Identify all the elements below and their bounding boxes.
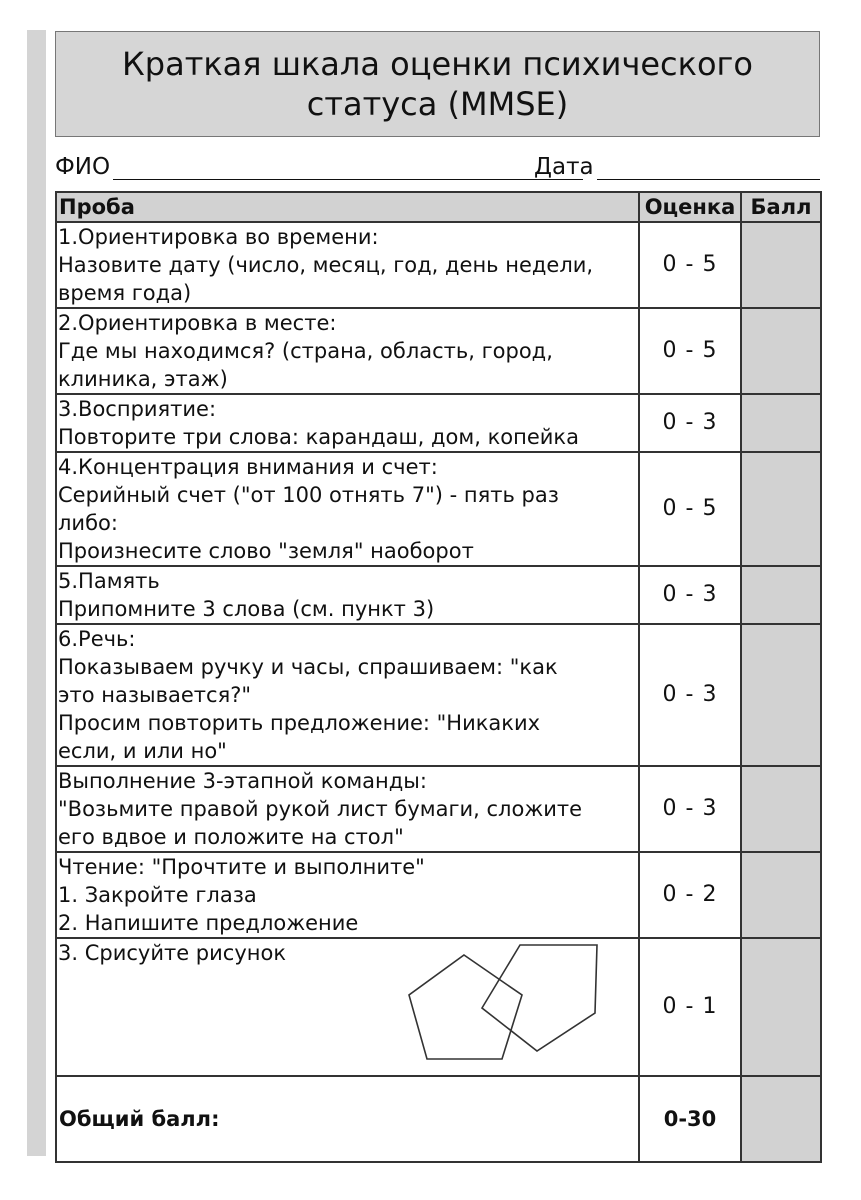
table-row — [56, 452, 821, 566]
table-row — [56, 624, 821, 766]
task-line: Чтение: "Прочтите и выполните" — [58, 855, 425, 879]
task-cell — [56, 624, 639, 766]
total-range: 0-30 — [639, 1076, 741, 1162]
task-cell — [56, 222, 639, 308]
task-line: 1.Ориентировка во времени: — [58, 225, 379, 249]
title-line-2: статуса (MMSE) — [306, 85, 569, 123]
task-line: Повторите три слова: карандаш, дом, копейка — [58, 425, 579, 449]
task-line: его вдвое и положите на стол" — [58, 825, 404, 849]
range-cell: 0 - 5 — [639, 452, 741, 566]
task-cell — [56, 452, 639, 566]
task-line: 6.Речь: — [58, 627, 136, 651]
task-line: "Возьмите правой рукой лист бумаги, сложите — [58, 797, 583, 821]
task-cell — [56, 852, 639, 938]
mmse-table — [55, 191, 822, 1163]
task-line: Просим повторить предложение: "Никаких — [58, 711, 541, 735]
task-cell — [56, 308, 639, 394]
task-line: 4.Концентрация внимания и счет: — [58, 455, 438, 479]
task-line: 3.Восприятие: — [58, 397, 217, 421]
range-cell: 0 - 3 — [639, 624, 741, 766]
task-line: Припомните 3 слова (см. пункт 3) — [58, 597, 435, 621]
task-line: 5.Память — [58, 569, 160, 593]
col-header-range: Оценка — [639, 192, 741, 222]
table-row — [56, 394, 821, 452]
table-row — [56, 566, 821, 624]
range-cell: 0 - 1 — [639, 938, 741, 1076]
score-cell[interactable] — [741, 938, 821, 1076]
col-header-task: Проба — [56, 192, 639, 222]
name-label: ФИО — [55, 154, 111, 180]
task-line: если, и или но" — [58, 739, 227, 763]
total-row — [56, 1076, 821, 1162]
range-cell: 0 - 2 — [639, 852, 741, 938]
range-cell: 0 - 3 — [639, 766, 741, 852]
total-score-cell[interactable] — [741, 1076, 821, 1162]
left-margin-strip — [27, 30, 46, 1156]
col-header-score: Балл — [741, 192, 821, 222]
task-cell — [56, 938, 639, 1076]
score-cell[interactable] — [741, 394, 821, 452]
table-row — [56, 852, 821, 938]
task-line: время года) — [58, 281, 192, 305]
score-cell[interactable] — [741, 222, 821, 308]
range-cell: 0 - 3 — [639, 394, 741, 452]
task-line: Произнесите слово "земля" наоборот — [58, 539, 474, 563]
range-cell: 0 - 5 — [639, 308, 741, 394]
task-line: Показываем ручку и часы, спрашиваем: "как — [58, 655, 558, 679]
task-line: либо: — [58, 511, 118, 535]
table-row — [56, 222, 821, 308]
task-cell — [56, 766, 639, 852]
table-row — [56, 766, 821, 852]
date-field[interactable] — [597, 159, 820, 180]
title-line-1: Краткая шкала оценки психического — [122, 45, 753, 83]
score-cell[interactable] — [741, 308, 821, 394]
task-line: Выполнение 3-этапной команды: — [58, 769, 427, 793]
range-cell: 0 - 5 — [639, 222, 741, 308]
task-line: клиника, этаж) — [58, 367, 228, 391]
intersecting-pentagons-figure — [407, 943, 607, 1069]
date-label: Дата — [534, 154, 594, 180]
table-row — [56, 938, 821, 1076]
task-line: 2. Напишите предложение — [58, 911, 359, 935]
task-cell — [56, 394, 639, 452]
task-line: Назовите дату (число, месяц, год, день недели, — [58, 253, 594, 277]
task-cell — [56, 566, 639, 624]
score-cell[interactable] — [741, 766, 821, 852]
task-line: 3. Срисуйте рисунок — [58, 941, 287, 965]
task-line: Серийный счет ("от 100 отнять 7") - пять раз — [58, 483, 559, 507]
task-line: 1. Закройте глаза — [58, 883, 257, 907]
table-header — [56, 192, 821, 222]
range-cell: 0 - 3 — [639, 566, 741, 624]
score-cell[interactable] — [741, 566, 821, 624]
header-fields — [55, 152, 820, 182]
score-cell[interactable] — [741, 452, 821, 566]
task-line: это называется?" — [58, 683, 252, 707]
task-line: Где мы находимся? (страна, область, город, — [58, 339, 553, 363]
total-label: Общий балл: — [56, 1076, 639, 1162]
pentagon-right — [482, 945, 597, 1051]
table-row — [56, 308, 821, 394]
page-title — [55, 31, 820, 137]
score-cell[interactable] — [741, 852, 821, 938]
name-field[interactable] — [113, 159, 583, 180]
score-cell[interactable] — [741, 624, 821, 766]
task-line: 2.Ориентировка в месте: — [58, 311, 337, 335]
